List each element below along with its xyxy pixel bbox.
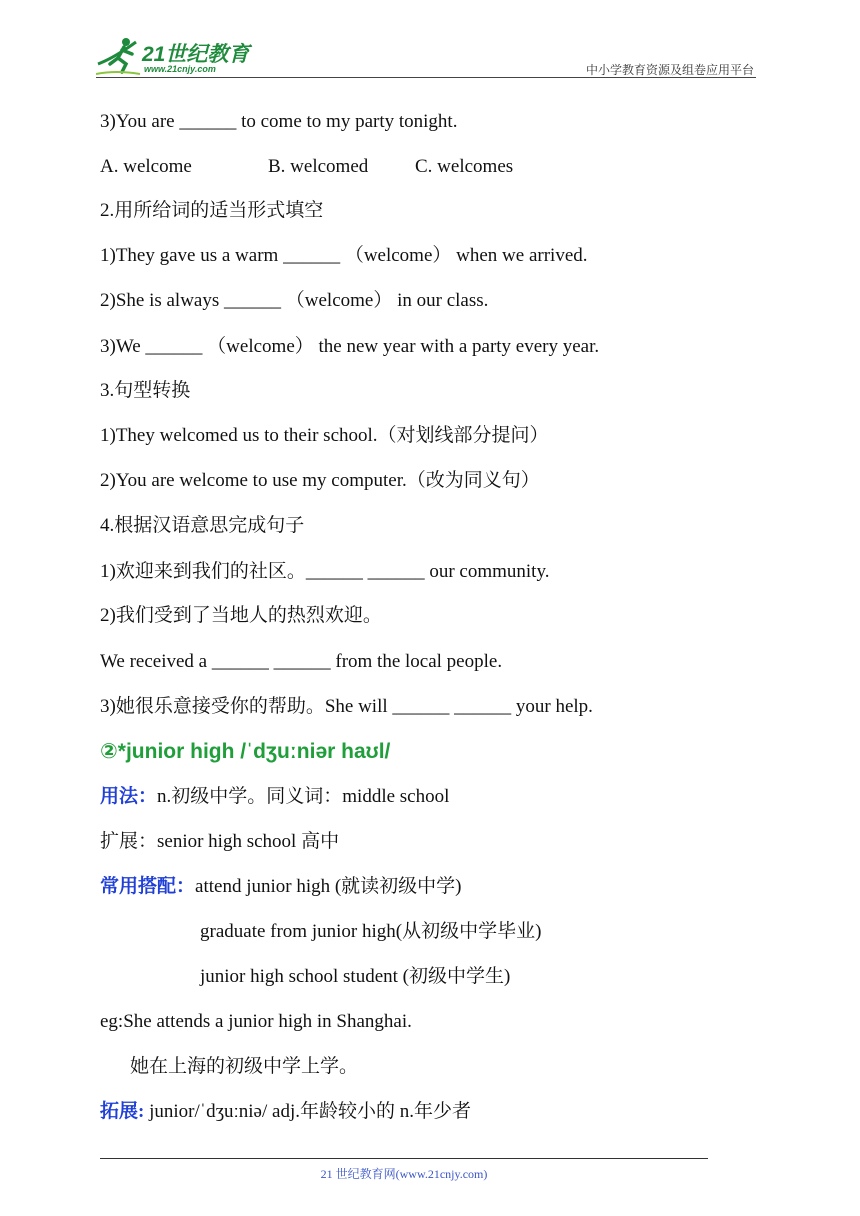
- usage-label: 用法：: [100, 786, 158, 807]
- usage-line: [100, 785, 449, 809]
- option-a: A. welcome: [100, 156, 192, 177]
- option-b: B. welcomed: [268, 156, 369, 177]
- fill-item-3: 3)We ______ （welcome） the new year with a party every year.: [100, 336, 600, 357]
- expansion-text: junior/ˈdʒuːniə/ adj.年龄较小的 n.年少者: [144, 1101, 471, 1122]
- expansion-label: 拓展:: [100, 1101, 145, 1122]
- translate-item-2-english: We received a ______ ______ from the local people.: [100, 651, 503, 672]
- question-3-line: 3)You are ______ to come to my party tonight.: [100, 111, 458, 132]
- section-4-heading: 4.根据汉语意思完成句子: [100, 515, 305, 536]
- transform-item-1: 1)They welcomed us to their school.（对划线部分提问）: [100, 425, 549, 446]
- translate-item-2-chinese: 2)我们受到了当地人的热烈欢迎。: [100, 605, 382, 626]
- vocab-heading-junior-high: ②*junior high /ˈdʒuːniər haʊl/: [100, 740, 391, 763]
- transform-item-2: 2)You are welcome to use my computer.（改为同义句）: [100, 470, 540, 491]
- extension-line: 扩展：senior high school 高中: [100, 831, 340, 852]
- option-c: C. welcomes: [415, 156, 514, 177]
- fill-item-1: 1)They gave us a warm ______ （welcome） when we arrived.: [100, 245, 588, 266]
- options-line: [100, 155, 513, 179]
- usage-text: n.初级中学。同义词：middle school: [157, 786, 450, 807]
- runner-logo-icon: [96, 34, 142, 78]
- logo-text: 21世纪教育: [142, 43, 250, 66]
- page-header: [0, 0, 860, 90]
- fill-item-2: 2)She is always ______ （welcome） in our class.: [100, 290, 489, 311]
- expansion-line: [100, 1100, 471, 1124]
- section-2-heading: 2.用所给词的适当形式填空: [100, 200, 324, 221]
- header-platform-text: 中小学教育资源及组卷应用平台: [585, 63, 754, 77]
- translate-item-1: 1)欢迎来到我们的社区。______ ______ our community.: [100, 561, 550, 582]
- collocation-label: 常用搭配：: [100, 876, 196, 897]
- header-divider: [96, 77, 756, 78]
- section-3-heading: 3.句型转换: [100, 380, 191, 401]
- collocation-line-1: [100, 875, 462, 899]
- collocation-text-1: attend junior high (就读初级中学): [195, 876, 462, 897]
- collocation-line-2: graduate from junior high(从初级中学毕业): [200, 921, 542, 942]
- collocation-line-3: junior high school student (初级中学生): [200, 966, 511, 987]
- logo-url: www.21cnjy.com: [144, 64, 216, 74]
- example-translation: 她在上海的初级中学上学。: [130, 1056, 359, 1077]
- footer-source: 21 世纪教育网(www.21cnjy.com): [320, 1167, 488, 1181]
- footer-divider: [100, 1158, 708, 1159]
- site-logo: [96, 34, 256, 78]
- translate-item-3: 3)她很乐意接受你的帮助。She will ______ ______ your help.: [100, 696, 593, 717]
- example-sentence: eg:She attends a junior high in Shanghai.: [100, 1011, 412, 1032]
